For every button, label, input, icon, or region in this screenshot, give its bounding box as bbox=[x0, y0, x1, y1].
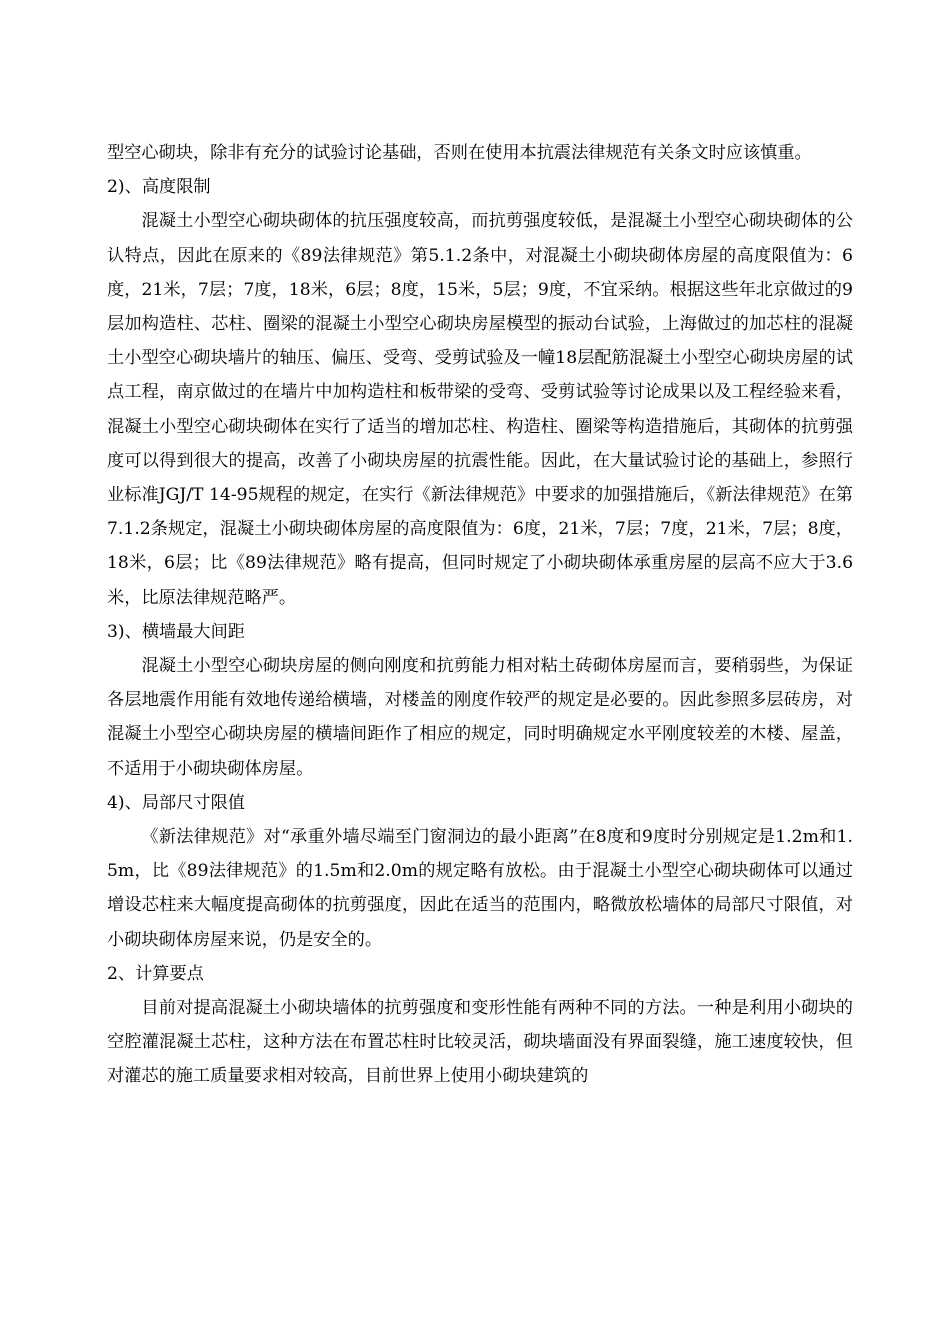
document-body bbox=[107, 136, 853, 1094]
section-heading-wall-spacing: 3)、横墙最大间距 bbox=[107, 621, 245, 642]
paragraph-calculation: 目前对提高混凝土小砌块墙体的抗剪强度和变形性能有两种不同的方法。一种是利用小砌块的空腔灌混凝土芯柱，这种方法在布置芯柱时比较灵活，砌块墙面没有界面裂缝，施工速度较快，但对灌芯的施工质量要求相对较高，目前世界上使用小砌块建筑的 bbox=[107, 998, 853, 1087]
section-heading-calculation: 2、计算要点 bbox=[107, 963, 204, 984]
paragraph-local-dimension: 《新法律规范》对“承重外墙尽端至门窗洞边的最小距离”在8度和9度时分别规定是1.2m和1.5m，比《89法律规范》的1.5m和2.0m的规定略有放松。由于混凝土小型空心砌块砌体可以通过增设芯柱来大幅度提高砌体的抗剪强度，因此在适当的范围内，略微放松墙体的局部尺寸限值，对小砌块砌体房屋来说，仍是安全的。 bbox=[107, 827, 853, 950]
paragraph-wall-spacing: 混凝土小型空心砌块房屋的侧向刚度和抗剪能力相对粘土砖砌体房屋而言，要稍弱些，为保证各层地震作用能有效地传递给横墙，对楼盖的刚度作较严的规定是必要的。因此参照多层砖房，对混凝土小型空心砌块房屋的横墙间距作了相应的规定，同时明确规定水平刚度较差的木楼、屋盖，不适用于小砌块砌体房屋。 bbox=[107, 656, 853, 779]
paragraph-height-limit: 混凝土小型空心砌块砌体的抗压强度较高，而抗剪强度较低，是混凝土小型空心砌块砌体的公认特点，因此在原来的《89法律规范》第5.1.2条中，对混凝土小砌块砌体房屋的高度限值为：6度，21米，7层；7度，18米，6层；8度，15米，5层；9度，不宜采纳。根据这些年北京做过的9层加构造柱、芯柱、圈梁的混凝土小型空心砌块房屋模型的振动台试验，上海做过的加芯柱的混凝土小型空心砌块墙片的轴压、偏压、受弯、受剪试验及一幢18层配筋混凝土小型空心砌块房屋的试点工程，南京做过的在墙片中加构造柱和板带梁的受弯、受剪试验等讨论成果以及工程经验来看，混凝土小型空心砌块砌体在实行了适当的增加芯柱、构造柱、圈梁等构造措施后，其砌体的抗剪强度可以得到很大的提高，改善了小砌块房屋的抗震性能。因此，在大量试验讨论的基础上，参照行业标准JGJ/T 14-95规程的规定，在实行《新法律规范》中要求的加强措施后，《新法律规范》在第7.1.2条规定，混凝土小砌块砌体房屋的高度限值为：6度，21米，7层；7度，21米，7层；8度，18米，6层；比《89法律规范》略有提高，但同时规定了小砌块砌体承重房屋的层高不应大于3.6米，比原法律规范略严。 bbox=[107, 211, 853, 608]
section-heading-height-limit: 2)、高度限制 bbox=[107, 177, 211, 198]
section-heading-local-dimension: 4)、局部尺寸限值 bbox=[107, 792, 245, 813]
paragraph-continuation: 型空心砌块，除非有充分的试验讨论基础，否则在使用本抗震法律规范有关条文时应该慎重。 bbox=[107, 143, 812, 163]
